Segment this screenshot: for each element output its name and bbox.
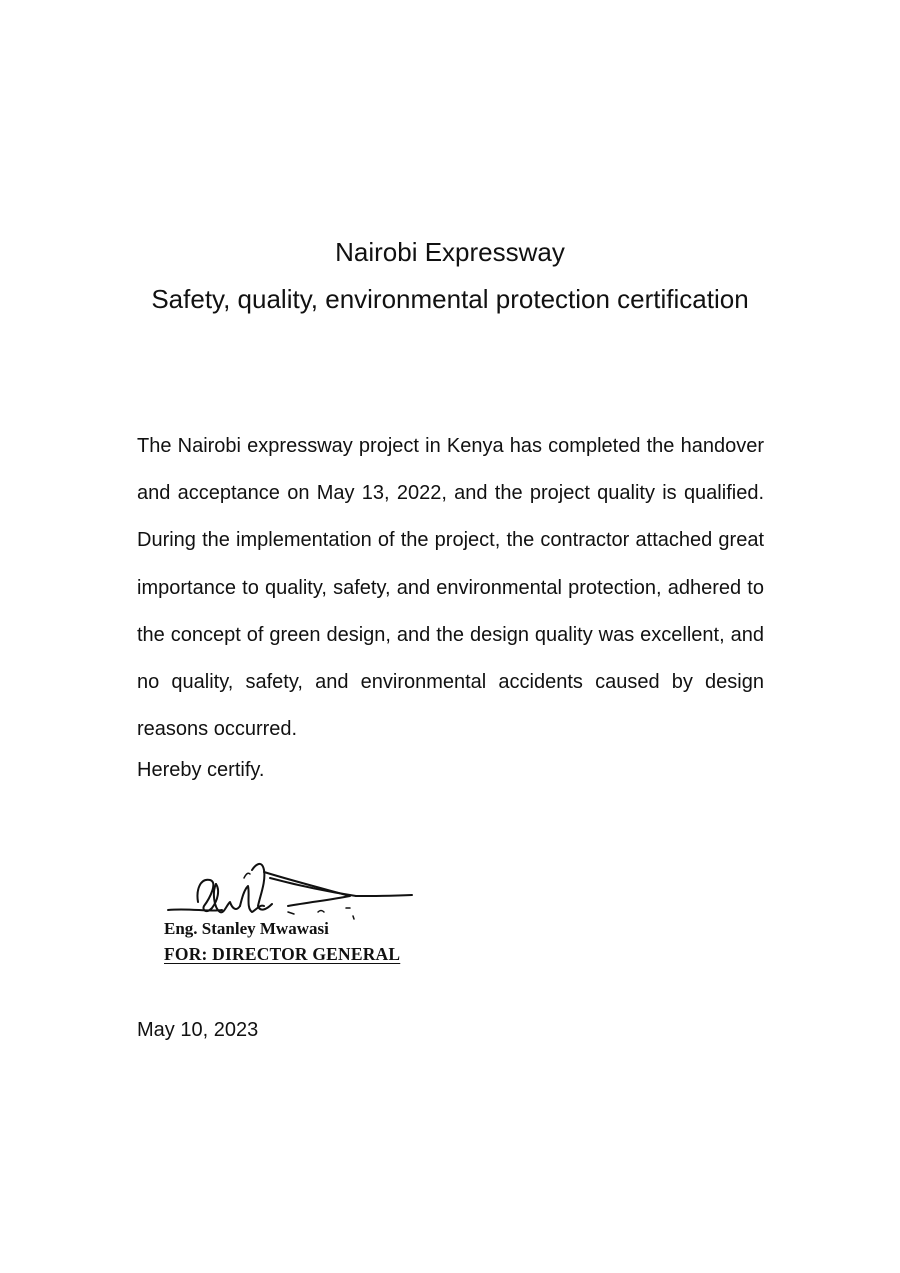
handwritten-signature [160, 850, 420, 925]
document-subtitle: Safety, quality, environmental protection certification [151, 284, 749, 314]
document-title: Nairobi Expressway [335, 237, 565, 267]
signatory-title: FOR: DIRECTOR GENERAL [164, 944, 401, 964]
signatory-name: Eng. Stanley Mwawasi [164, 919, 329, 938]
closing-statement: Hereby certify. [137, 759, 265, 781]
certification-body: The Nairobi expressway project in Kenya has completed the handover and acceptance on May 13, 2022, and the project quality is qualified. During the implementation of the project, the contractor attached great importance to quality, safety, and environmental protection, adhered to the concept of green design, and the design quality was excellent, and no quality, safety, and environmental accidents caused by design reasons occurred. [137, 435, 764, 741]
document-date: May 10, 2023 [137, 1019, 259, 1041]
